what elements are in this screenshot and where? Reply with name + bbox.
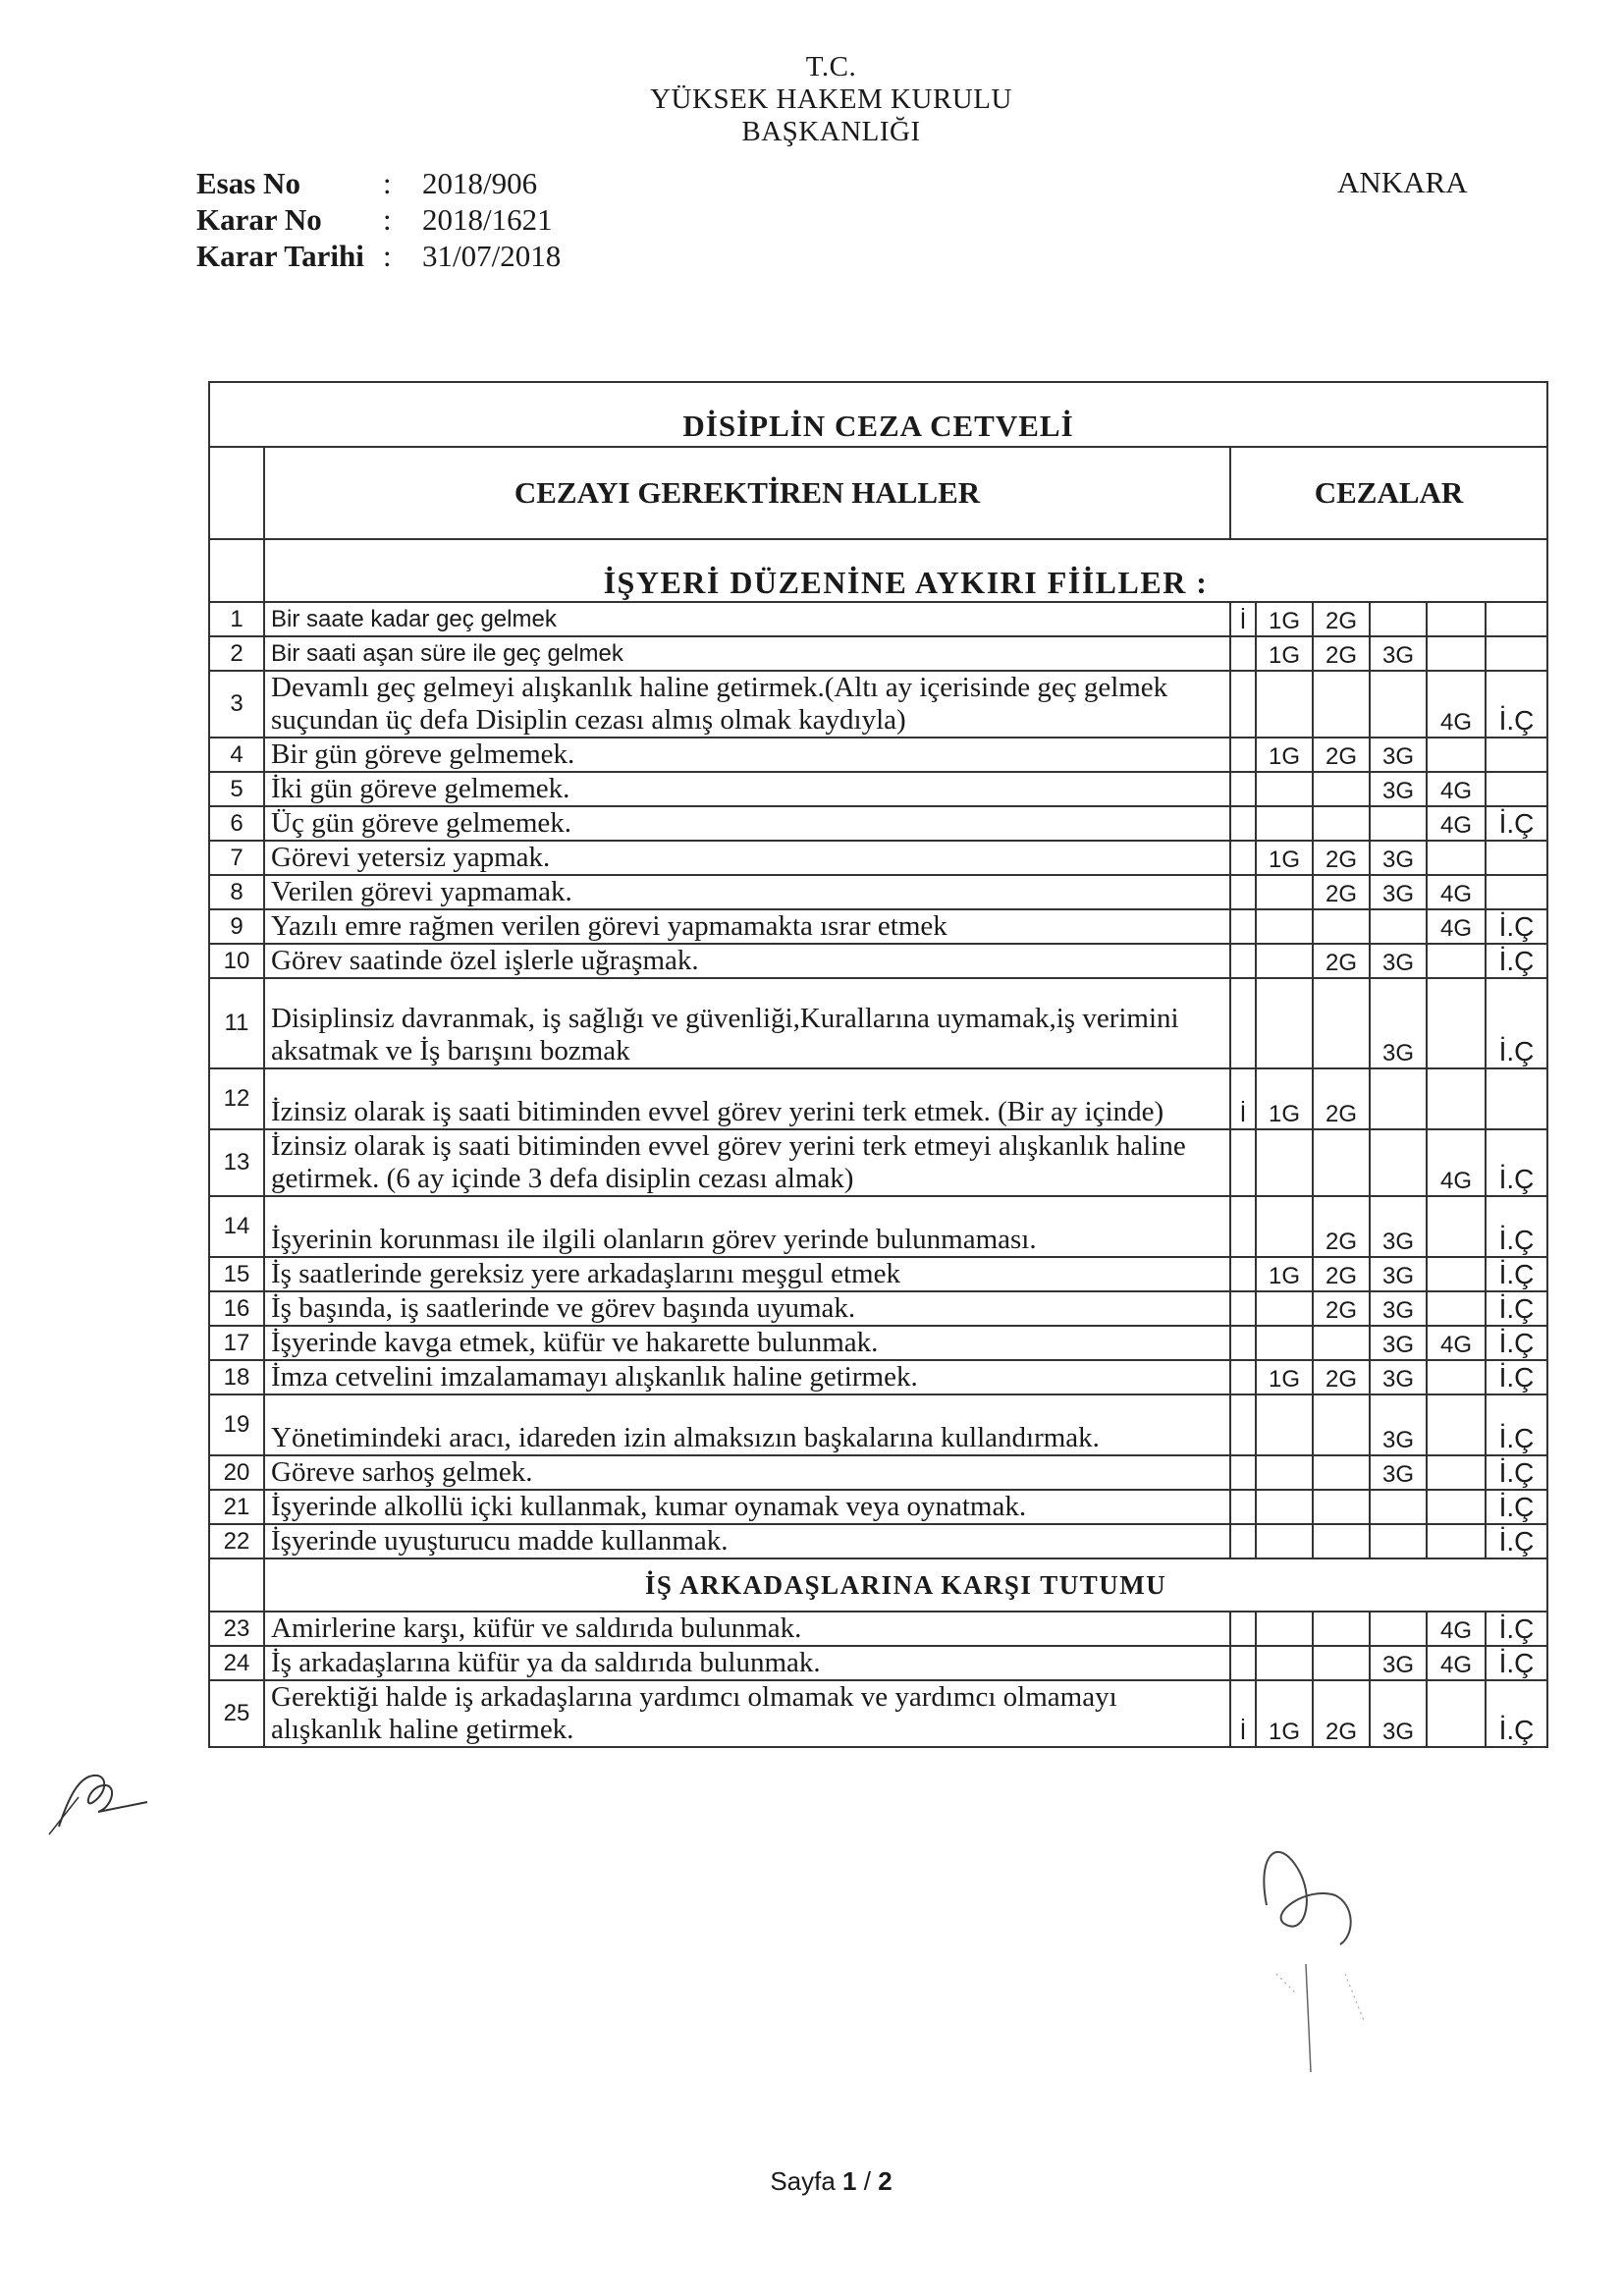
penalty-cell: 2G [1313,1680,1370,1747]
penalty-cell: 4G [1427,806,1486,841]
penalty-cell [1230,841,1256,875]
row-number: 3 [209,671,264,738]
table-row [209,772,1547,806]
penalty-cell: İ.Ç [1486,944,1547,978]
case-meta [196,165,561,274]
header-institution: YÜKSEK HAKEM KURULU [650,83,1012,115]
row-number: 11 [209,978,264,1068]
case-description: İş başında, iş saatlerinde ve görev başında uyumak. [264,1291,1230,1326]
penalty-cell: İ.Ç [1486,1646,1547,1680]
penalty-cell [1427,1394,1486,1455]
penalty-cell [1486,738,1547,772]
case-description: İşyerinde uyuşturucu madde kullanmak. [264,1524,1230,1558]
penalty-cell: İ.Ç [1486,1490,1547,1524]
row-number: 6 [209,806,264,841]
penalty-cell: İ [1230,602,1256,636]
column-header-cases: CEZAYI GEREKTİREN HALLER [264,447,1230,539]
penalty-cell [1313,1394,1370,1455]
section-heading: İŞ ARKADAŞLARINA KARŞI TUTUMU [264,1558,1547,1612]
penalty-cell: İ.Ç [1486,1455,1547,1490]
penalty-cell: 1G [1256,738,1313,772]
penalty-cell: 3G [1370,1326,1427,1360]
penalty-cell [1256,772,1313,806]
penalty-cell [1230,1360,1256,1394]
penalty-cell [1313,909,1370,944]
penalty-cell: 2G [1313,1068,1370,1129]
table-row [209,1490,1547,1524]
penalty-cell: İ [1230,1068,1256,1129]
case-description: İşyerinin korunması ile ilgili olanların görev yerinde bulunmaması. [264,1196,1230,1257]
penalty-cell [1230,738,1256,772]
penalty-cell: 3G [1370,1455,1427,1490]
penalty-cell [1370,1612,1427,1646]
case-description: Yönetimindeki aracı, idareden izin almaksızın başkalarına kullandırmak. [264,1394,1230,1455]
section-blank-cell [209,1558,264,1612]
penalty-cell [1230,1129,1256,1196]
penalty-cell [1427,1257,1486,1291]
case-description: Üç gün göreve gelmemek. [264,806,1230,841]
penalty-cell [1230,1326,1256,1360]
penalty-cell [1427,841,1486,875]
penalty-cell: İ [1230,1680,1256,1747]
penalty-cell [1230,1455,1256,1490]
handwritten-mark [1247,1827,1404,2082]
penalty-cell [1427,1680,1486,1747]
penalty-cell: İ.Ç [1486,1394,1547,1455]
penalty-cell: İ.Ç [1486,1326,1547,1360]
penalty-cell [1256,1524,1313,1558]
table-row [209,944,1547,978]
penalty-cell: 4G [1427,1646,1486,1680]
table-title: DİSİPLİN CEZA CETVELİ [209,382,1547,447]
row-number: 23 [209,1612,264,1646]
case-description: İzinsiz olarak iş saati bitiminden evvel görev yerini terk etmeyi alışkanlık haline getirmek. (6 ay içinde 3 defa disiplin cezası almak) [264,1129,1230,1196]
penalty-cell [1256,944,1313,978]
meta-key: Karar No [196,202,322,237]
row-number: 21 [209,1490,264,1524]
penalty-cell [1256,1646,1313,1680]
penalty-cell [1427,1455,1486,1490]
case-description: Yazılı emre rağmen verilen görevi yapmamakta ısrar etmek [264,909,1230,944]
footer-prefix: Sayfa [770,2166,843,2196]
penalty-cell: 4G [1427,1129,1486,1196]
penalty-cell [1313,671,1370,738]
header-presidency: BAŞKANLIĞI [741,116,921,147]
table-row [209,841,1547,875]
table-row [209,1646,1547,1680]
row-number: 16 [209,1291,264,1326]
row-number: 13 [209,1129,264,1196]
penalty-cell [1230,1394,1256,1455]
case-description: Bir saate kadar geç gelmek [264,602,1230,636]
penalty-cell [1313,772,1370,806]
penalty-cell [1313,978,1370,1068]
penalty-cell [1427,944,1486,978]
penalty-cell: 2G [1313,602,1370,636]
penalty-cell: İ.Ç [1486,671,1547,738]
penalty-cell: 3G [1370,1196,1427,1257]
penalty-cell [1230,1291,1256,1326]
case-description: İzinsiz olarak iş saati bitiminden evvel görev yerini terk etmek. (Bir ay içinde) [264,1068,1230,1129]
footer-sep: / [856,2166,879,2196]
footer-total: 2 [878,2166,893,2196]
table-row [209,1129,1547,1196]
table-row [209,1360,1547,1394]
penalty-cell: 1G [1256,1068,1313,1129]
penalty-cell: 3G [1370,841,1427,875]
penalty-cell: 3G [1370,1680,1427,1747]
penalty-cell: 2G [1313,1360,1370,1394]
row-number: 9 [209,909,264,944]
section-heading: İŞYERİ DÜZENİNE AYKIRI FİİLLER : [264,539,1547,602]
row-number: 19 [209,1394,264,1455]
penalty-cell [1370,671,1427,738]
penalty-cell [1230,1612,1256,1646]
penalty-cell [1256,1129,1313,1196]
penalty-cell [1313,1490,1370,1524]
row-number: 18 [209,1360,264,1394]
penalty-cell [1256,1326,1313,1360]
row-number: 25 [209,1680,264,1747]
case-description: İşyerinde alkollü içki kullanmak, kumar oynamak veya oynatmak. [264,1490,1230,1524]
penalty-cell: 2G [1313,636,1370,671]
penalty-cell: 3G [1370,738,1427,772]
city-label: ANKARA [1337,165,1468,199]
footer-page: 1 [842,2166,857,2196]
penalty-cell: 2G [1313,841,1370,875]
penalty-cell [1256,1455,1313,1490]
table-row [209,738,1547,772]
penalty-cell [1256,1394,1313,1455]
penalty-cell [1427,1360,1486,1394]
penalty-cell [1230,772,1256,806]
penalty-cell: 2G [1313,875,1370,909]
penalty-cell: 4G [1427,1612,1486,1646]
row-number: 15 [209,1257,264,1291]
penalty-cell: 1G [1256,636,1313,671]
penalty-cell: 2G [1313,1257,1370,1291]
penalty-cell [1313,1646,1370,1680]
case-description: İşyerinde kavga etmek, küfür ve hakarette bulunmak. [264,1326,1230,1360]
penalty-cell: 4G [1427,671,1486,738]
penalty-cell [1256,1612,1313,1646]
penalty-cell: 1G [1256,602,1313,636]
meta-value: 2018/906 [422,166,538,200]
table-row [209,806,1547,841]
row-number: 4 [209,738,264,772]
meta-sep: : [383,239,392,273]
penalty-cell [1370,909,1427,944]
row-number: 8 [209,875,264,909]
penalty-cell [1256,806,1313,841]
penalty-cell [1313,1524,1370,1558]
meta-key: Karar Tarihi [196,239,364,273]
penalty-cell [1256,671,1313,738]
penalty-cell [1230,1646,1256,1680]
penalty-cell: 3G [1370,1394,1427,1455]
penalty-cell [1230,806,1256,841]
penalty-cell [1370,602,1427,636]
case-description: Göreve sarhoş gelmek. [264,1455,1230,1490]
penalty-cell: 3G [1370,875,1427,909]
penalty-cell [1486,841,1547,875]
table-row [209,1257,1547,1291]
penalty-cell [1313,1455,1370,1490]
penalty-cell: 3G [1370,772,1427,806]
row-number: 22 [209,1524,264,1558]
penalty-cell: 4G [1427,772,1486,806]
penalty-cell: İ.Ç [1486,909,1547,944]
table-row [209,1068,1547,1129]
penalty-cell [1230,1524,1256,1558]
case-description: Görevi yetersiz yapmak. [264,841,1230,875]
penalty-cell [1313,806,1370,841]
penalty-cell [1486,875,1547,909]
penalty-cell: 3G [1370,1646,1427,1680]
discipline-penalty-table [208,381,1548,1748]
penalty-cell: İ.Ç [1486,978,1547,1068]
case-description: Bir gün göreve gelmemek. [264,738,1230,772]
penalty-cell: 3G [1370,944,1427,978]
case-description: Devamlı geç gelmeyi alışkanlık haline getirmek.(Altı ay içerisinde geç gelmek suçundan üç defa Disiplin cezası almış olmak kaydıyla) [264,671,1230,738]
section-blank-cell [209,539,264,602]
table-row [209,1680,1547,1747]
penalty-cell [1313,1612,1370,1646]
penalty-cell [1313,1326,1370,1360]
row-number: 12 [209,1068,264,1129]
penalty-cell [1370,1129,1427,1196]
penalty-cell: 1G [1256,1257,1313,1291]
penalty-cell: 3G [1370,636,1427,671]
meta-value: 31/07/2018 [422,239,562,273]
table-row [209,1326,1547,1360]
meta-row [196,165,561,201]
penalty-cell [1370,1068,1427,1129]
penalty-cell [1486,1068,1547,1129]
penalty-cell [1486,772,1547,806]
case-description: İş saatlerinde gereksiz yere arkadaşlarını meşgul etmek [264,1257,1230,1291]
meta-sep: : [383,202,392,237]
penalty-cell: İ.Ç [1486,1680,1547,1747]
penalty-cell: 4G [1427,1326,1486,1360]
penalty-cell: 3G [1370,978,1427,1068]
penalty-cell: 3G [1370,1257,1427,1291]
penalty-cell [1427,738,1486,772]
table-row [209,602,1547,636]
penalty-cell [1230,1257,1256,1291]
penalty-cell: İ.Ç [1486,1612,1547,1646]
row-number: 10 [209,944,264,978]
header-blank-cell [209,447,264,539]
penalty-cell [1427,1068,1486,1129]
row-number: 7 [209,841,264,875]
penalty-cell [1256,1196,1313,1257]
penalty-cell: İ.Ç [1486,1257,1547,1291]
penalty-cell [1256,978,1313,1068]
penalty-cell [1313,1129,1370,1196]
case-description: Görev saatinde özel işlerle uğraşmak. [264,944,1230,978]
meta-key: Esas No [196,166,300,200]
penalty-cell: 2G [1313,738,1370,772]
penalty-cell [1230,636,1256,671]
section-row [209,1558,1547,1612]
handwritten-signature [39,1758,167,1836]
table-row [209,978,1547,1068]
penalty-cell: 3G [1370,1291,1427,1326]
penalty-cell [1427,636,1486,671]
penalty-cell: İ.Ç [1486,1524,1547,1558]
penalty-cell [1427,978,1486,1068]
penalty-cell [1230,1196,1256,1257]
penalty-cell: 4G [1427,909,1486,944]
penalty-cell [1427,1196,1486,1257]
table-row [209,1394,1547,1455]
penalty-cell [1370,806,1427,841]
case-description: İki gün göreve gelmemek. [264,772,1230,806]
penalty-cell: 3G [1370,1360,1427,1394]
table-row [209,671,1547,738]
penalty-cell [1256,875,1313,909]
penalty-cell [1256,909,1313,944]
penalty-cell [1230,875,1256,909]
meta-row [196,201,561,238]
penalty-cell: 4G [1427,875,1486,909]
row-number: 2 [209,636,264,671]
penalty-cell [1230,1490,1256,1524]
case-description: Bir saati aşan süre ile geç gelmek [264,636,1230,671]
penalty-cell: 2G [1313,1291,1370,1326]
case-description: Gerektiği halde iş arkadaşlarına yardımcı olmamak ve yardımcı olmamayı alışkanlık haline getirmek. [264,1680,1230,1747]
penalty-cell: İ.Ç [1486,806,1547,841]
case-description: Amirlerine karşı, küfür ve saldırıda bulunmak. [264,1612,1230,1646]
penalty-cell [1230,671,1256,738]
penalty-cell: İ.Ç [1486,1291,1547,1326]
penalty-cell: 2G [1313,944,1370,978]
penalty-cell [1230,909,1256,944]
row-number: 1 [209,602,264,636]
row-number: 14 [209,1196,264,1257]
column-header-penalties: CEZALAR [1230,447,1547,539]
table-row [209,1455,1547,1490]
penalty-cell [1256,1291,1313,1326]
meta-value: 2018/1621 [422,202,553,237]
row-number: 17 [209,1326,264,1360]
meta-row [196,238,561,274]
table-row [209,1612,1547,1646]
penalty-cell: İ.Ç [1486,1129,1547,1196]
penalty-cell [1486,636,1547,671]
penalty-cell [1427,1490,1486,1524]
table-row [209,1291,1547,1326]
row-number: 20 [209,1455,264,1490]
case-description: İş arkadaşlarına küfür ya da saldırıda bulunmak. [264,1646,1230,1680]
header-tc: T.C. [805,51,857,82]
document-header [0,51,1623,148]
penalty-cell [1230,944,1256,978]
penalty-cell: İ.Ç [1486,1360,1547,1394]
penalty-cell: 1G [1256,1680,1313,1747]
penalty-cell: İ.Ç [1486,1196,1547,1257]
penalty-cell [1230,978,1256,1068]
case-description: İmza cetvelini imzalamamayı alışkanlık haline getirmek. [264,1360,1230,1394]
penalty-cell: 2G [1313,1196,1370,1257]
row-number: 5 [209,772,264,806]
row-number: 24 [209,1646,264,1680]
penalty-cell: 1G [1256,841,1313,875]
meta-sep: : [383,166,392,200]
table-row [209,1524,1547,1558]
penalty-cell [1486,602,1547,636]
penalty-cell: 1G [1256,1360,1313,1394]
penalty-cell [1427,1524,1486,1558]
page-footer [0,2166,1623,2197]
case-description: Verilen görevi yapmamak. [264,875,1230,909]
penalty-cell [1427,602,1486,636]
table-row [209,909,1547,944]
penalty-cell [1427,1291,1486,1326]
table-row [209,1196,1547,1257]
penalty-cell [1256,1490,1313,1524]
table-row [209,875,1547,909]
case-description: Disiplinsiz davranmak, iş sağlığı ve güvenliği,Kurallarına uymamak,iş verimini aksatmak ve İş barışını bozmak [264,978,1230,1068]
penalty-cell [1370,1490,1427,1524]
table-row [209,636,1547,671]
penalty-cell [1370,1524,1427,1558]
